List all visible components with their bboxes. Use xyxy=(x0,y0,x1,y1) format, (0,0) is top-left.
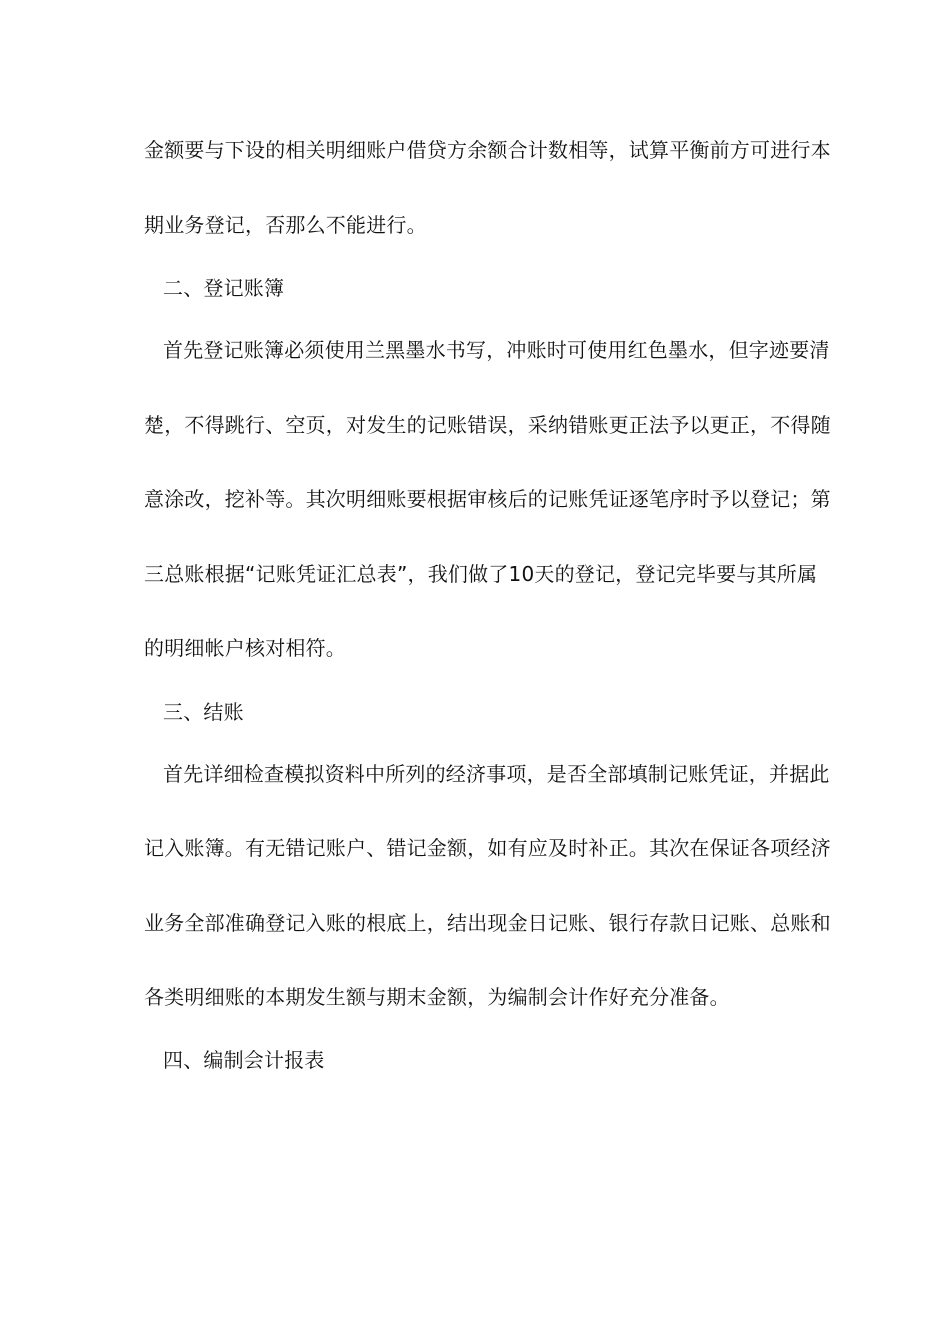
paragraph-line-7: 的明细帐户核对相符。 xyxy=(144,636,346,660)
paragraph-line-10: 业务全部准确登记入账的根底上，结出现金日记账、银行存款日记账、总账和 xyxy=(144,911,831,935)
paragraph-line-6: 三总账根据“记账凭证汇总表”，我们做了10天的登记，登记完毕要与其所属 xyxy=(144,562,818,586)
paragraph-line-3: 首先登记账簿必须使用兰黑墨水书写，冲账时可使用红色墨水，但字迹要清 xyxy=(163,338,830,362)
paragraph-line-11: 各类明细账的本期发生额与期末金额，为编制会计作好充分准备。 xyxy=(144,985,730,1009)
section-heading-financial-reports: 四、编制会计报表 xyxy=(163,1048,325,1072)
paragraph-line-4: 楚，不得跳行、空页，对发生的记账错误，采纳错账更正法予以更正，不得随 xyxy=(144,413,831,437)
paragraph-line-1: 金额要与下设的相关明细账户借贷方余额合计数相等，试算平衡前方可进行本 xyxy=(144,138,831,162)
paragraph-line-8: 首先详细检查模拟资料中所列的经济事项，是否全部填制记账凭证，并据此 xyxy=(163,762,830,786)
section-heading-register-ledger: 二、登记账簿 xyxy=(163,276,285,300)
paragraph-line-5: 意涂改，挖补等。其次明细账要根据审核后的记账凭证逐笔序时予以登记；第 xyxy=(144,487,831,511)
section-heading-closing: 三、结账 xyxy=(163,700,244,724)
paragraph-line-9: 记入账簿。有无错记账户、错记金额，如有应及时补正。其次在保证各项经济 xyxy=(144,836,831,860)
paragraph-line-2: 期业务登记，否那么不能进行。 xyxy=(144,213,427,237)
